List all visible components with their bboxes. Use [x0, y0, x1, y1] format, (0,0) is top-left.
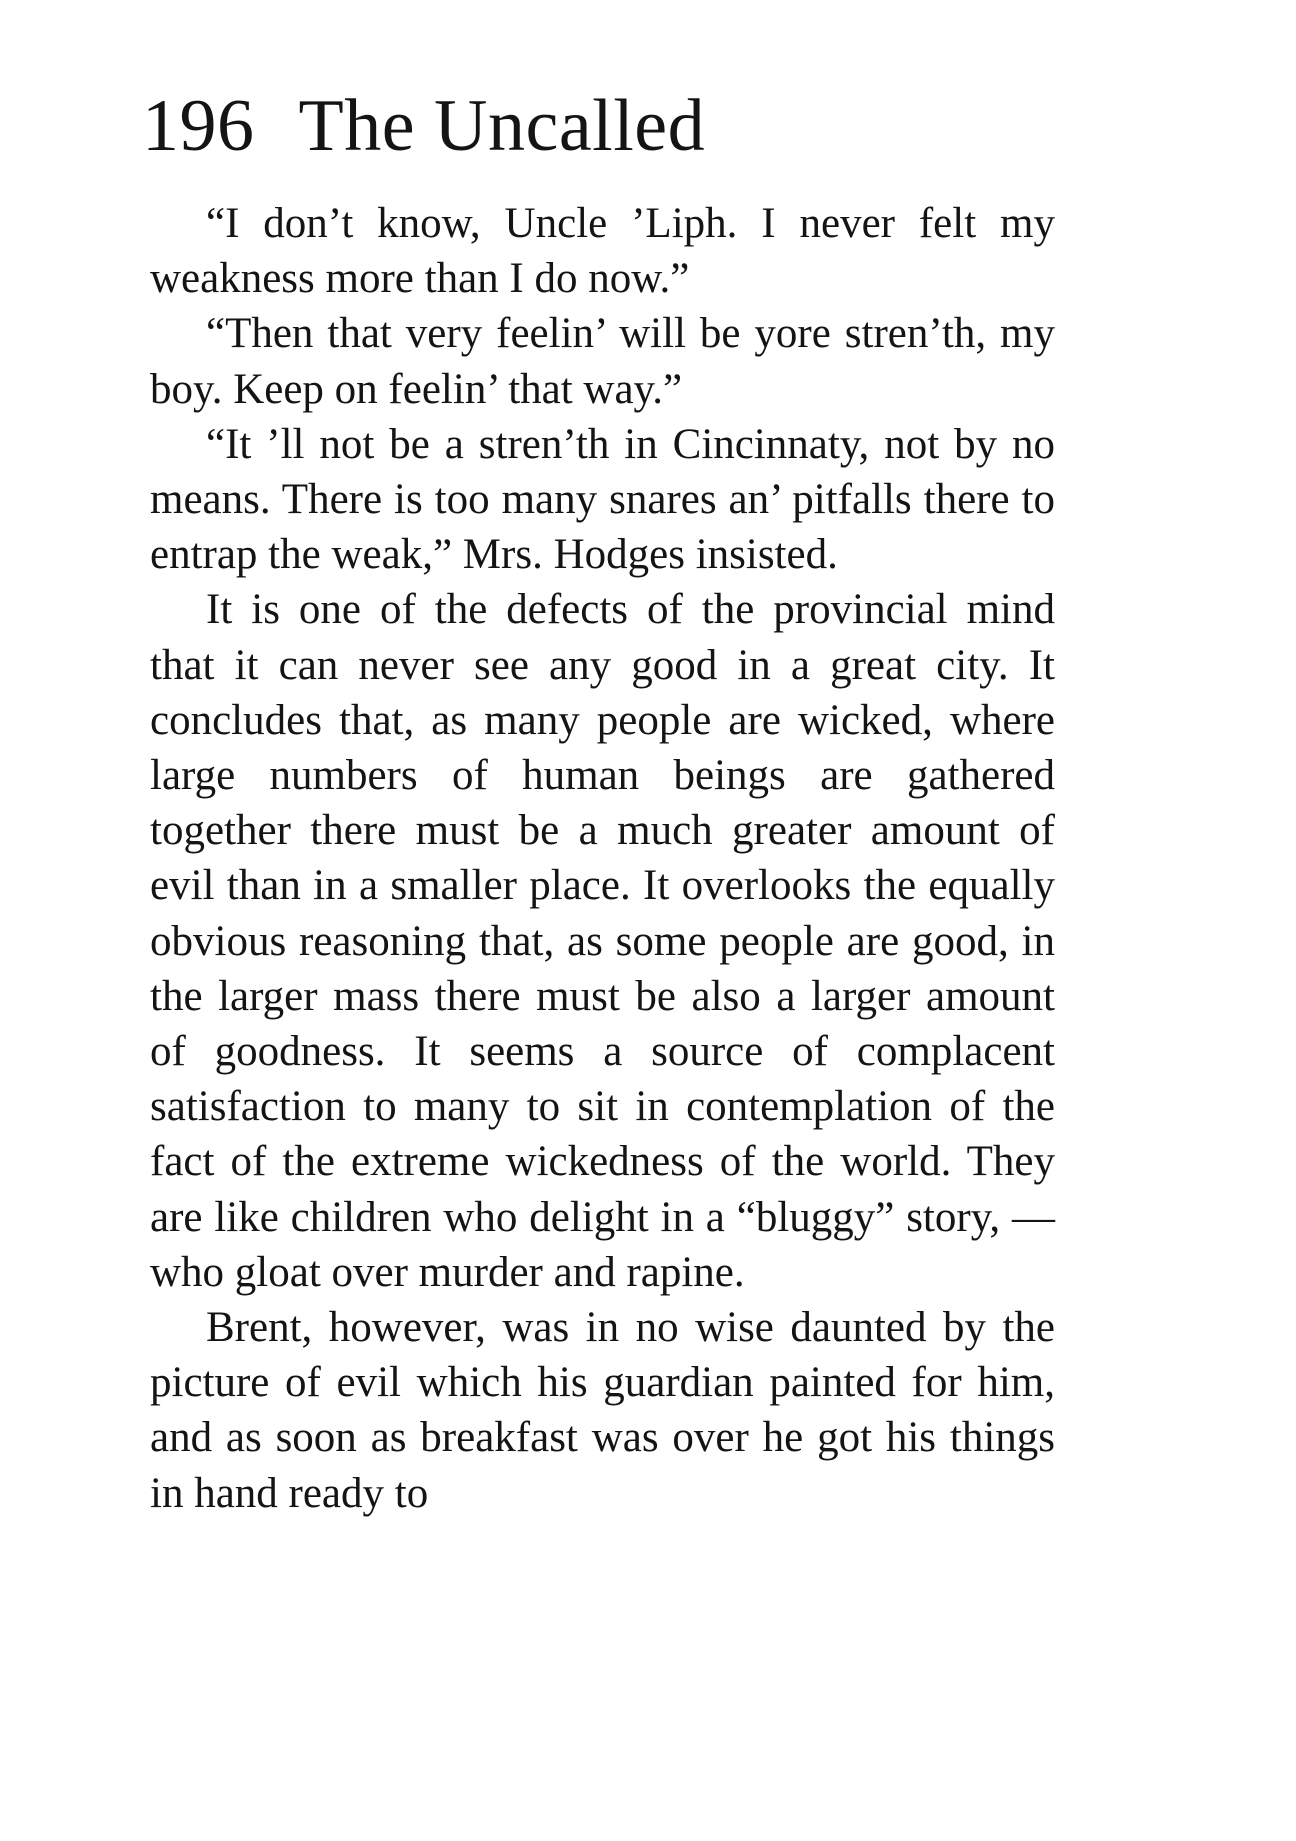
paragraph: “Then that very feelin’ will be yore stren’th, my boy. Keep on feelin’ that way.”: [150, 310, 1055, 413]
book-title: The Uncalled: [298, 85, 706, 167]
page-number: 196: [142, 85, 255, 167]
paragraph: “I don’t know, Uncle ’Liph. I never felt my weakness more than I do now.”: [150, 200, 1055, 303]
paragraph: It is one of the defects of the provincial mind that it can never see any good in a great city. It concludes that, as many people are wicked, where large numbers of human beings are gathered together there must be a much greater amount of evil than in a smaller place. It overlooks the equally obvious reasoning that, as some people are good, in the larger mass there must be also a larger amount of goodness. It seems a source of complacent satisfaction to many to sit in contemplation of the fact of the extreme wickedness of the world. They are like children who delight in a “bluggy” story, — who gloat over murder and rapine.: [150, 586, 1055, 1296]
paragraph: “It ’ll not be a stren’th in Cincinnaty, not by no means. There is too many snares an’ pitfalls there to entrap the weak,” Mrs. Hodges insisted.: [150, 420, 1055, 579]
body-text: [150, 196, 1055, 1521]
paragraph: Brent, however, was in no wise daunted by the picture of evil which his guardian painted for him, and as soon as breakfast was over he got his things in hand ready to: [150, 1304, 1055, 1517]
running-head: [142, 78, 705, 174]
